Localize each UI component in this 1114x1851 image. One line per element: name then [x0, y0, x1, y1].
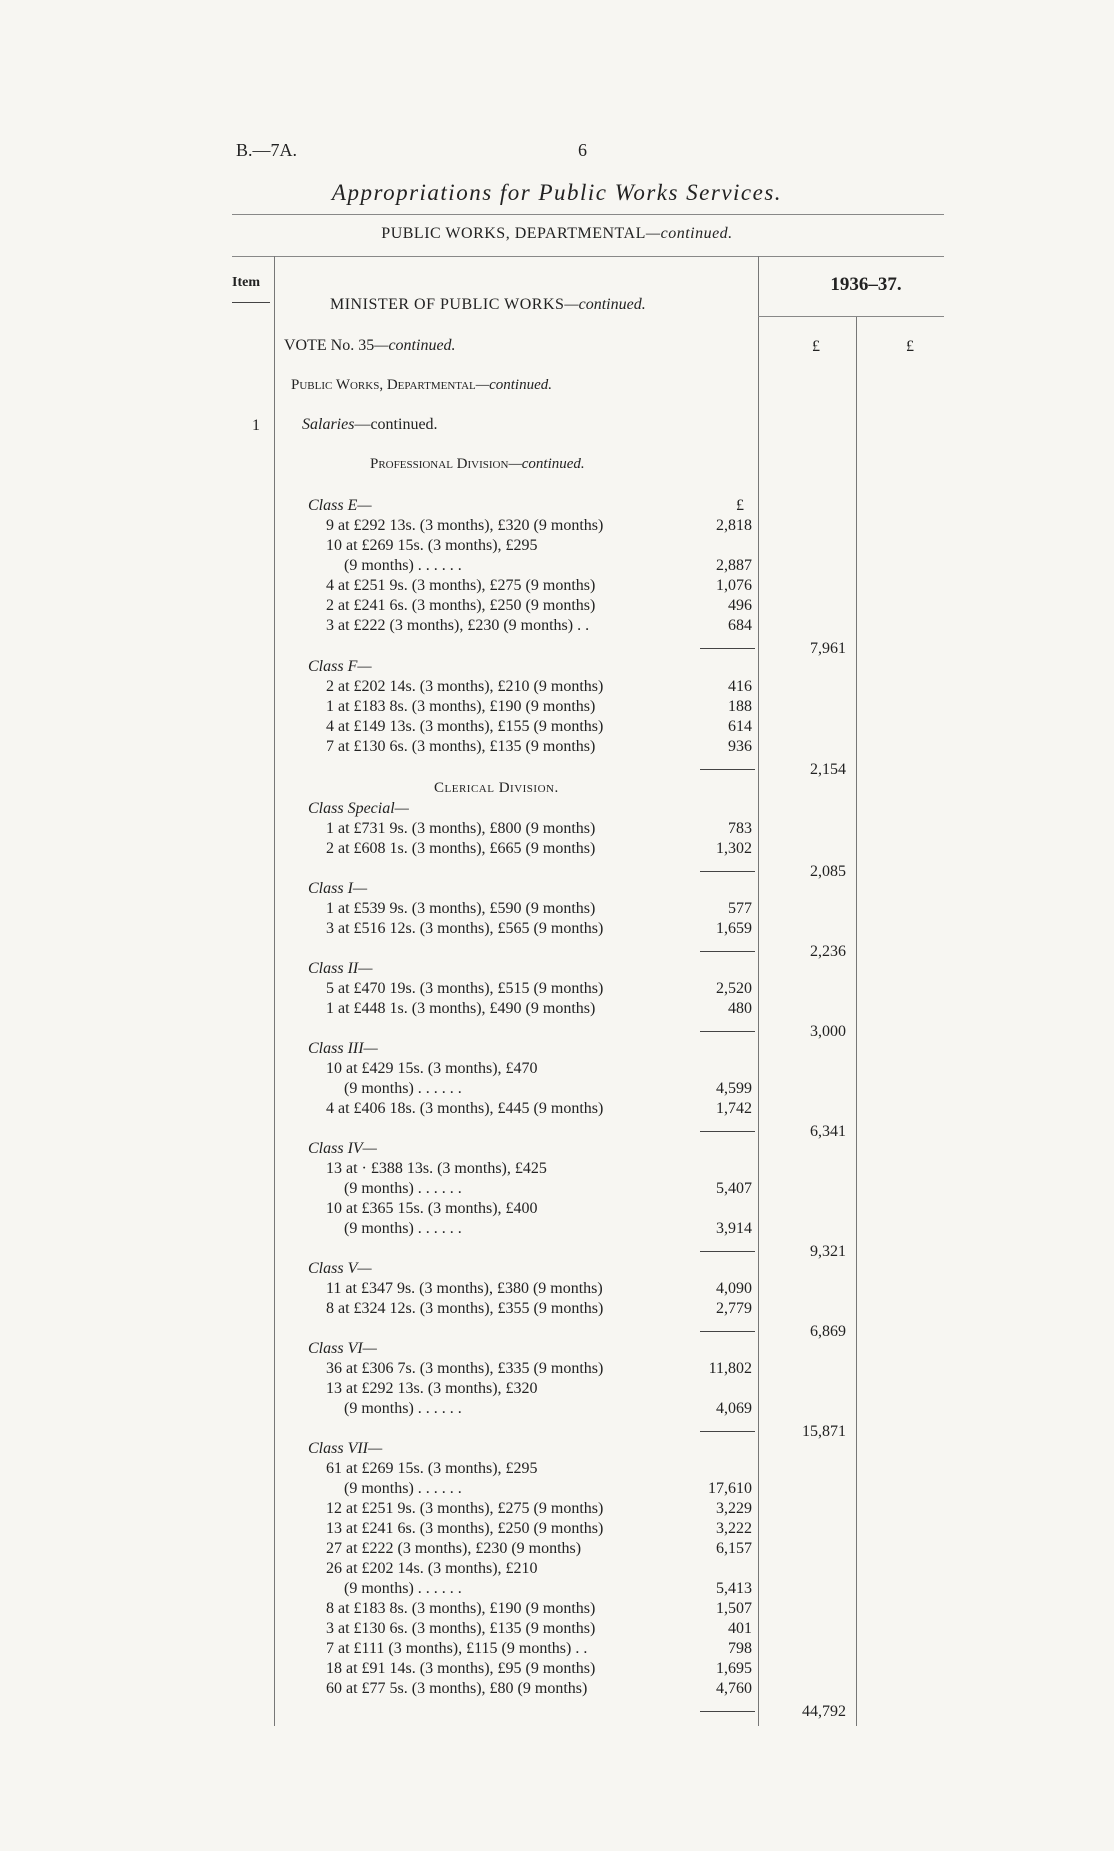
salary-amount: 1,742	[716, 1100, 752, 1117]
salaries-rest: —continued.	[354, 416, 438, 433]
salary-amount: 480	[728, 1000, 752, 1017]
salary-amount: 4,599	[716, 1080, 752, 1097]
salary-amount: 1,507	[716, 1600, 752, 1617]
subtotal-rule	[700, 1431, 755, 1432]
salary-amount: 401	[728, 1620, 752, 1637]
salary-line: 10 at £365 15s. (3 months), £400	[326, 1200, 538, 1217]
class-heading: Class V—	[308, 1260, 372, 1277]
salary-line: 11 at £347 9s. (3 months), £380 (9 months)	[326, 1280, 603, 1297]
salary-line: 7 at £130 6s. (3 months), £135 (9 months)	[326, 738, 596, 755]
vote-main: VOTE No. 35	[284, 337, 375, 354]
subtotal-rule	[700, 1251, 755, 1252]
salary-amount: 1,076	[716, 577, 752, 594]
item-column-heading: Item	[232, 275, 260, 290]
salaries-italic: Salaries	[302, 416, 355, 433]
salary-line: 4 at £251 9s. (3 months), £275 (9 months)	[326, 577, 596, 594]
salary-line: 27 at £222 (3 months), £230 (9 months)	[326, 1540, 582, 1557]
subtotal-rule	[700, 1331, 755, 1332]
subtotal-rule	[700, 951, 755, 952]
amount-column-divider	[758, 256, 759, 1726]
salary-amount: 1,302	[716, 840, 752, 857]
salary-amount: 17,610	[708, 1480, 752, 1497]
salary-amount: 6,157	[716, 1540, 752, 1557]
class-total: 7,961	[810, 640, 846, 657]
salary-amount: 4,760	[716, 1680, 752, 1697]
page-number: 6	[578, 140, 587, 160]
subtotal-rule	[700, 1031, 755, 1032]
salary-line: 13 at £292 13s. (3 months), £320	[326, 1380, 538, 1397]
salary-line: 12 at £251 9s. (3 months), £275 (9 months)	[326, 1500, 604, 1517]
salary-line: (9 months) . . . . . .	[344, 1180, 462, 1197]
salary-line: 1 at £448 1s. (3 months), £490 (9 months)	[326, 1000, 596, 1017]
class-heading: Class VI—	[308, 1340, 377, 1357]
salary-line: 61 at £269 15s. (3 months), £295	[326, 1460, 538, 1477]
salary-line: 3 at £516 12s. (3 months), £565 (9 months)	[326, 920, 604, 937]
section-main: Public Works, Departmental	[291, 377, 476, 393]
salary-amount: 936	[728, 738, 752, 755]
section-continued: —continued.	[475, 377, 553, 393]
subtitle-main: PUBLIC WORKS, DEPARTMENTAL	[381, 225, 646, 242]
professional-division-heading	[370, 456, 585, 473]
minister-main: MINISTER OF PUBLIC WORKS	[330, 296, 565, 313]
salary-amount: 684	[728, 617, 752, 634]
salary-line: 4 at £406 18s. (3 months), £445 (9 months)	[326, 1100, 604, 1117]
salary-amount: 1,659	[716, 920, 752, 937]
salary-amount: 798	[728, 1640, 752, 1657]
pound-heading-1: £	[812, 338, 820, 355]
class-heading: Class E—	[308, 497, 372, 514]
salary-amount: 5,413	[716, 1580, 752, 1597]
salary-line: 10 at £269 15s. (3 months), £295	[326, 537, 538, 554]
salary-line: 2 at £202 14s. (3 months), £210 (9 months)	[326, 678, 604, 695]
salaries-heading	[302, 416, 438, 434]
salary-line: (9 months) . . . . . .	[344, 1580, 462, 1597]
class-heading: Class F—	[308, 658, 372, 675]
class-total: 3,000	[810, 1023, 846, 1040]
vote-heading	[284, 337, 456, 355]
class-heading: Class Special—	[308, 800, 409, 817]
class-total: 44,792	[802, 1703, 846, 1720]
salary-line: 2 at £608 1s. (3 months), £665 (9 months)	[326, 840, 596, 857]
salary-line: 18 at £91 14s. (3 months), £95 (9 months)	[326, 1660, 596, 1677]
class-total: 2,085	[810, 863, 846, 880]
amount-pound-sign: £	[736, 497, 744, 514]
table-top-rule	[232, 256, 944, 257]
salary-line: 26 at £202 14s. (3 months), £210	[326, 1560, 538, 1577]
pound-heading-2: £	[906, 338, 914, 355]
class-total: 15,871	[802, 1423, 846, 1440]
salary-amount: 3,914	[716, 1220, 752, 1237]
salary-amount: 614	[728, 718, 752, 735]
total-column-divider	[856, 316, 857, 1726]
class-total: 2,154	[810, 761, 846, 778]
salary-line: 4 at £149 13s. (3 months), £155 (9 months)	[326, 718, 604, 735]
salary-amount: 783	[728, 820, 752, 837]
class-heading: Class I—	[308, 880, 368, 897]
salary-line: 13 at £241 6s. (3 months), £250 (9 months)	[326, 1520, 604, 1537]
document-reference: B.—7A.	[236, 140, 298, 160]
salary-amount: 4,069	[716, 1400, 752, 1417]
salary-amount: 3,229	[716, 1500, 752, 1517]
salary-line: 1 at £539 9s. (3 months), £590 (9 months)	[326, 900, 596, 917]
salary-line: 1 at £183 8s. (3 months), £190 (9 months)	[326, 698, 596, 715]
salary-line: 2 at £241 6s. (3 months), £250 (9 months)	[326, 597, 596, 614]
minister-heading	[330, 296, 646, 314]
subtitle-continued: —continued.	[645, 225, 733, 242]
item-column-divider	[274, 256, 275, 1726]
salary-amount: 577	[728, 900, 752, 917]
subtotal-rule	[700, 1131, 755, 1132]
salary-amount: 3,222	[716, 1520, 752, 1537]
salary-line: 13 at · £388 13s. (3 months), £425	[326, 1160, 547, 1177]
class-total: 9,321	[810, 1243, 846, 1260]
year-header-rule	[758, 316, 944, 317]
subtotal-rule	[700, 1711, 755, 1712]
salary-line: 5 at £470 19s. (3 months), £515 (9 months)	[326, 980, 604, 997]
salary-line: (9 months) . . . . . .	[344, 1220, 462, 1237]
salary-line: (9 months) . . . . . .	[344, 1080, 462, 1097]
salary-line: (9 months) . . . . . .	[344, 557, 462, 574]
year-column-heading: 1936–37.	[830, 274, 902, 295]
vote-continued: —continued.	[374, 337, 456, 354]
class-heading: Class III—	[308, 1040, 378, 1057]
salary-amount: 5,407	[716, 1180, 752, 1197]
page-title: Appropriations for Public Works Services.	[331, 180, 783, 205]
item-heading-underline	[232, 302, 270, 303]
salary-line: 10 at £429 15s. (3 months), £470	[326, 1060, 538, 1077]
salary-line: 3 at £222 (3 months), £230 (9 months) . .	[326, 617, 590, 634]
minister-continued: —continued.	[564, 296, 646, 313]
salary-line: 8 at £183 8s. (3 months), £190 (9 months)	[326, 1600, 596, 1617]
class-heading: Class II—	[308, 960, 373, 977]
salary-line: (9 months) . . . . . .	[344, 1400, 462, 1417]
clerical-division-heading: Clerical Division.	[434, 780, 559, 796]
section-heading	[291, 377, 552, 394]
title-rule	[232, 214, 944, 215]
subtotal-rule	[700, 648, 755, 649]
salary-line: 60 at £77 5s. (3 months), £80 (9 months)	[326, 1680, 588, 1697]
professional-main: Professional Division	[370, 456, 509, 472]
salary-line: 7 at £111 (3 months), £115 (9 months) . .	[326, 1640, 588, 1657]
class-heading: Class VII—	[308, 1440, 383, 1457]
class-total: 6,869	[810, 1323, 846, 1340]
salary-amount: 2,887	[716, 557, 752, 574]
salary-amount: 4,090	[716, 1280, 752, 1297]
salary-amount: 188	[728, 698, 752, 715]
class-total: 6,341	[810, 1123, 846, 1140]
salary-line: 1 at £731 9s. (3 months), £800 (9 months)	[326, 820, 596, 837]
salary-amount: 11,802	[708, 1360, 752, 1377]
subtotal-rule	[700, 769, 755, 770]
professional-continued: —continued.	[508, 456, 585, 472]
salary-line: 9 at £292 13s. (3 months), £320 (9 months)	[326, 517, 604, 534]
salary-amount: 2,520	[716, 980, 752, 997]
salary-line: 8 at £324 12s. (3 months), £355 (9 months)	[326, 1300, 604, 1317]
section-subtitle	[0, 225, 1114, 243]
salary-amount: 416	[728, 678, 752, 695]
class-heading: Class IV—	[308, 1140, 377, 1157]
salary-amount: 496	[728, 597, 752, 614]
salary-amount: 1,695	[716, 1660, 752, 1677]
subtotal-rule	[700, 871, 755, 872]
class-total: 2,236	[810, 943, 846, 960]
item-number: 1	[252, 417, 260, 434]
salary-amount: 2,818	[716, 517, 752, 534]
salary-amount: 2,779	[716, 1300, 752, 1317]
salary-line: 36 at £306 7s. (3 months), £335 (9 months)	[326, 1360, 604, 1377]
salary-line: (9 months) . . . . . .	[344, 1480, 462, 1497]
salary-line: 3 at £130 6s. (3 months), £135 (9 months)	[326, 1620, 596, 1637]
